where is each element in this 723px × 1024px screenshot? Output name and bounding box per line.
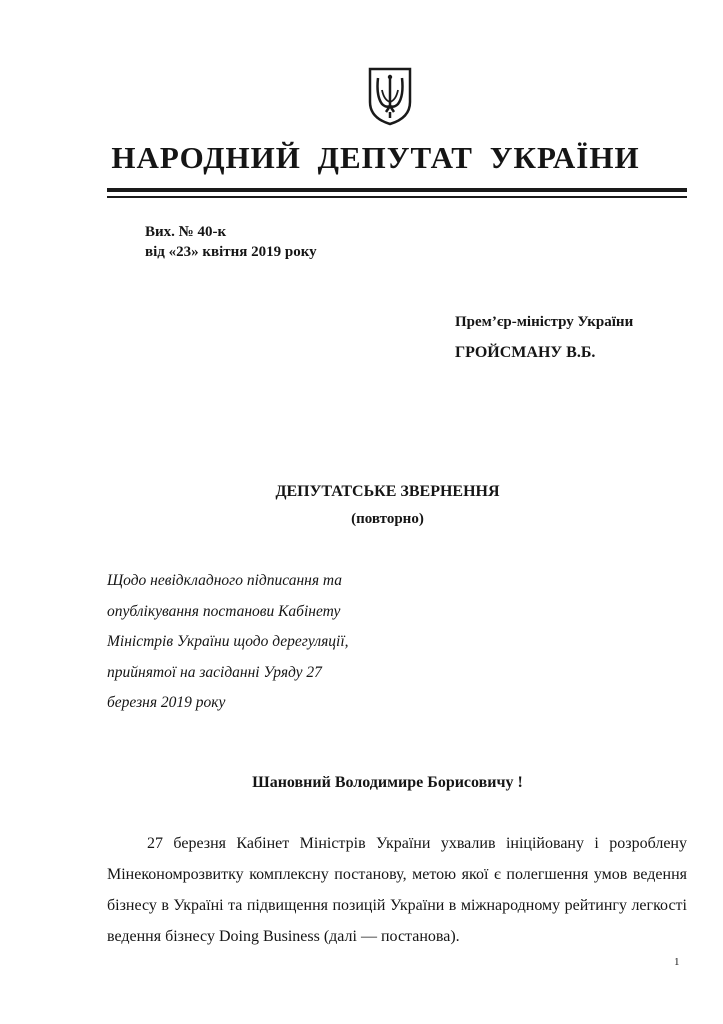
addressee-name: ГРОЙСМАНУ В.Б.	[455, 344, 596, 361]
document-subtitle: (повторно)	[351, 511, 424, 527]
header-divider-thin	[107, 196, 687, 198]
addressee-block	[455, 312, 633, 363]
outgoing-reference	[145, 222, 317, 262]
subject-block	[107, 566, 407, 719]
outgoing-date: від «23» квітня 2019 року	[145, 244, 317, 260]
header-divider-thick	[107, 188, 687, 192]
subject-line: прийнятої на засіданні Уряду 27	[107, 663, 322, 681]
subject-line: Міністрів України щодо дерегуляції,	[107, 633, 349, 650]
trident-coat-of-arms-icon	[366, 66, 414, 126]
body-paragraph: 27 березня Кабінет Міністрів України ухвалив ініційовану і розроблену Мінекономрозвитку комплексну постанову, метою якої є полегшення умов ведення бізнесу в Україні та підвищення позицій України в міжнародному рейтингу легкості ведення бізнесу Doing Business (далі — постанова).	[107, 835, 687, 945]
page-number: 1	[674, 956, 680, 968]
subject-line: опублікування постанови Кабінету	[107, 602, 341, 620]
header-title: НАРОДНИЙ ДЕПУТАТ УКРАЇНИ	[111, 140, 640, 175]
document-title: ДЕПУТАТСЬКЕ ЗВЕРНЕННЯ	[275, 483, 500, 500]
subject-line: березня 2019 року	[107, 694, 226, 711]
outgoing-number: Вих. № 40-к	[145, 224, 227, 240]
subject-line: Щодо невідкладного підписання та	[107, 572, 343, 589]
salutation: Шановний Володимире Борисовичу !	[252, 774, 523, 791]
addressee-position: Прем’єр-міністру України	[455, 314, 634, 330]
